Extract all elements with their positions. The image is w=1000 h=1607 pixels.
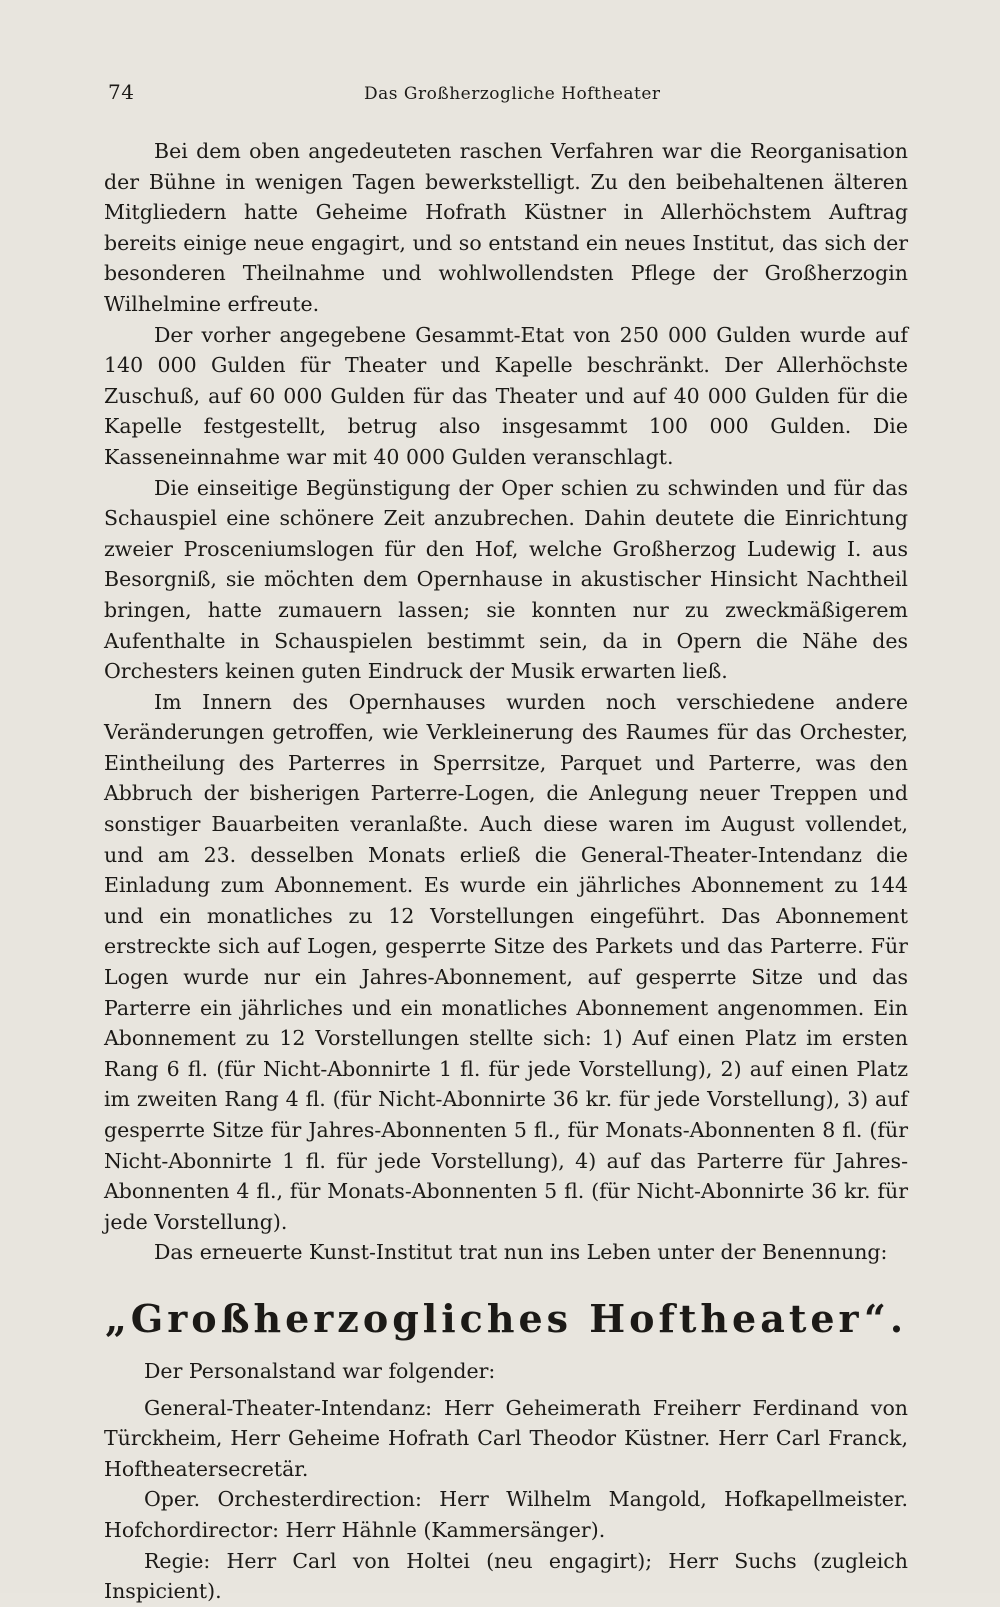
- personnel-entry: Oper. Orchesterdirection: Herr Wilhelm Mangold, Hofkapellmeister. Hofchordirector: Herr Hähnle (Kammersänger).: [104, 1487, 908, 1542]
- personnel-list: [104, 1356, 908, 1607]
- paragraph: Das erneuerte Kunst-Institut trat nun ins Leben unter der Benennung:: [154, 1240, 888, 1265]
- personnel-intro: Der Personalstand war folgender:: [144, 1358, 496, 1383]
- page-body: [104, 136, 908, 1607]
- paragraph: Bei dem oben angedeuteten raschen Verfahren war die Reorganisation der Bühne in wenigen Tagen bewerkstelligt. Zu den beibehaltenen älteren Mitgliedern hatte Geheime Hofrath Küstner in Allerhöchstem Auftrag bereits einige neue engagirt, und so entstand ein neues Institut, das sich der besonderen Theilnahme und wohlwollendsten Pflege der Großherzogin Wilhelmine erfreute.: [104, 139, 908, 316]
- personnel-entry: Regie: Herr Carl von Holtei (neu engagirt); Herr Suchs (zugleich Inspicient).: [104, 1548, 908, 1604]
- page-number: 74: [108, 80, 135, 104]
- paragraph: Der vorher angegebene Gesammt-Etat von 250 000 Gulden wurde auf 140 000 Gulden für Theater und Kapelle beschränkt. Der Allerhöchste Zuschuß, auf 60 000 Gulden für das Theater und auf 40 000 Gulden für die Kapelle festgestellt, betrug also insgesammt 100 000 Gulden. Die Kasseneinnahme war mit 40 000 Gulden veranschlagt.: [104, 322, 908, 469]
- paragraph: Im Innern des Opernhauses wurden noch verschiedene andere Veränderungen getroffen, wie Verkleinerung des Raumes für das Orchester, Eintheilung des Parterres in Sperrsitze, Parquet und Parterre, was den Abbruch der bisherigen Parterre-Logen, die Anlegung neuer Treppen und sonstiger Bauarbeiten veranlaßte. Auch diese waren im August vollendet, und am 23. desselben Monats erließ die General-Theater-Intendanz die Einladung zum Abonnement. Es wurde ein jährliches Abonnement zu 144 und ein monatliches zu 12 Vorstellungen eingeführt. Das Abonnement erstreckte sich auf Logen, gesperrte Sitze des Parkets und das Parterre. Für Logen wurde nur ein Jahres-Abonnement, auf gesperrte Sitze und das Parterre ein jährliches und ein monatliches Abonnement angenommen. Ein Abonnement zu 12 Vorstellungen stellte sich: 1) Auf einen Platz im ersten Rang 6 fl. (für Nicht-Abonnirte 1 fl. für jede Vorstellung), 2) auf einen Platz im zweiten Rang 4 fl. (für Nicht-Abonnirte 36 kr. für jede Vorstellung), 3) auf gesperrte Sitze für Jahres-Abonnenten 5 fl., für Monats-Abonnenten 8 fl. (für Nicht-Abonnirte 1 fl. für jede Vorstellung), 4) auf das Parterre für Jahres-Abonnenten 4 fl., für Monats-Abonnenten 5 fl. (für Nicht-Abonnirte 36 kr. für jede Vorstellung).: [104, 689, 908, 1234]
- running-head: Das Großherzogliche Hoftheater: [364, 84, 661, 104]
- personnel-entry: General-Theater-Intendanz: Herr Geheimerath Freiherr Ferdinand von Türckheim, Herr Geheime Hofrath Carl Theodor Küstner. Herr Carl Franck, Hoftheatersecretär.: [104, 1395, 908, 1481]
- paragraph: Die einseitige Begünstigung der Oper schien zu schwinden und für das Schauspiel eine schönere Zeit anzubrechen. Dahin deutete die Einrichtung zweier Prosceniumslogen für den Hof, welche Großherzog Ludewig I. aus Besorgniß, sie möchten dem Opernhause in akustischer Hinsicht Nachtheil bringen, hatte zumauern lassen; sie konnten nur zu zweckmäßigerem Aufenthalte in Schauspielen bestimmt sein, da in Opern die Nähe des Orchesters keinen guten Eindruck der Musik erwarten ließ.: [104, 475, 908, 684]
- theater-title: „Großherzogliches Hoftheater“.: [104, 1295, 908, 1341]
